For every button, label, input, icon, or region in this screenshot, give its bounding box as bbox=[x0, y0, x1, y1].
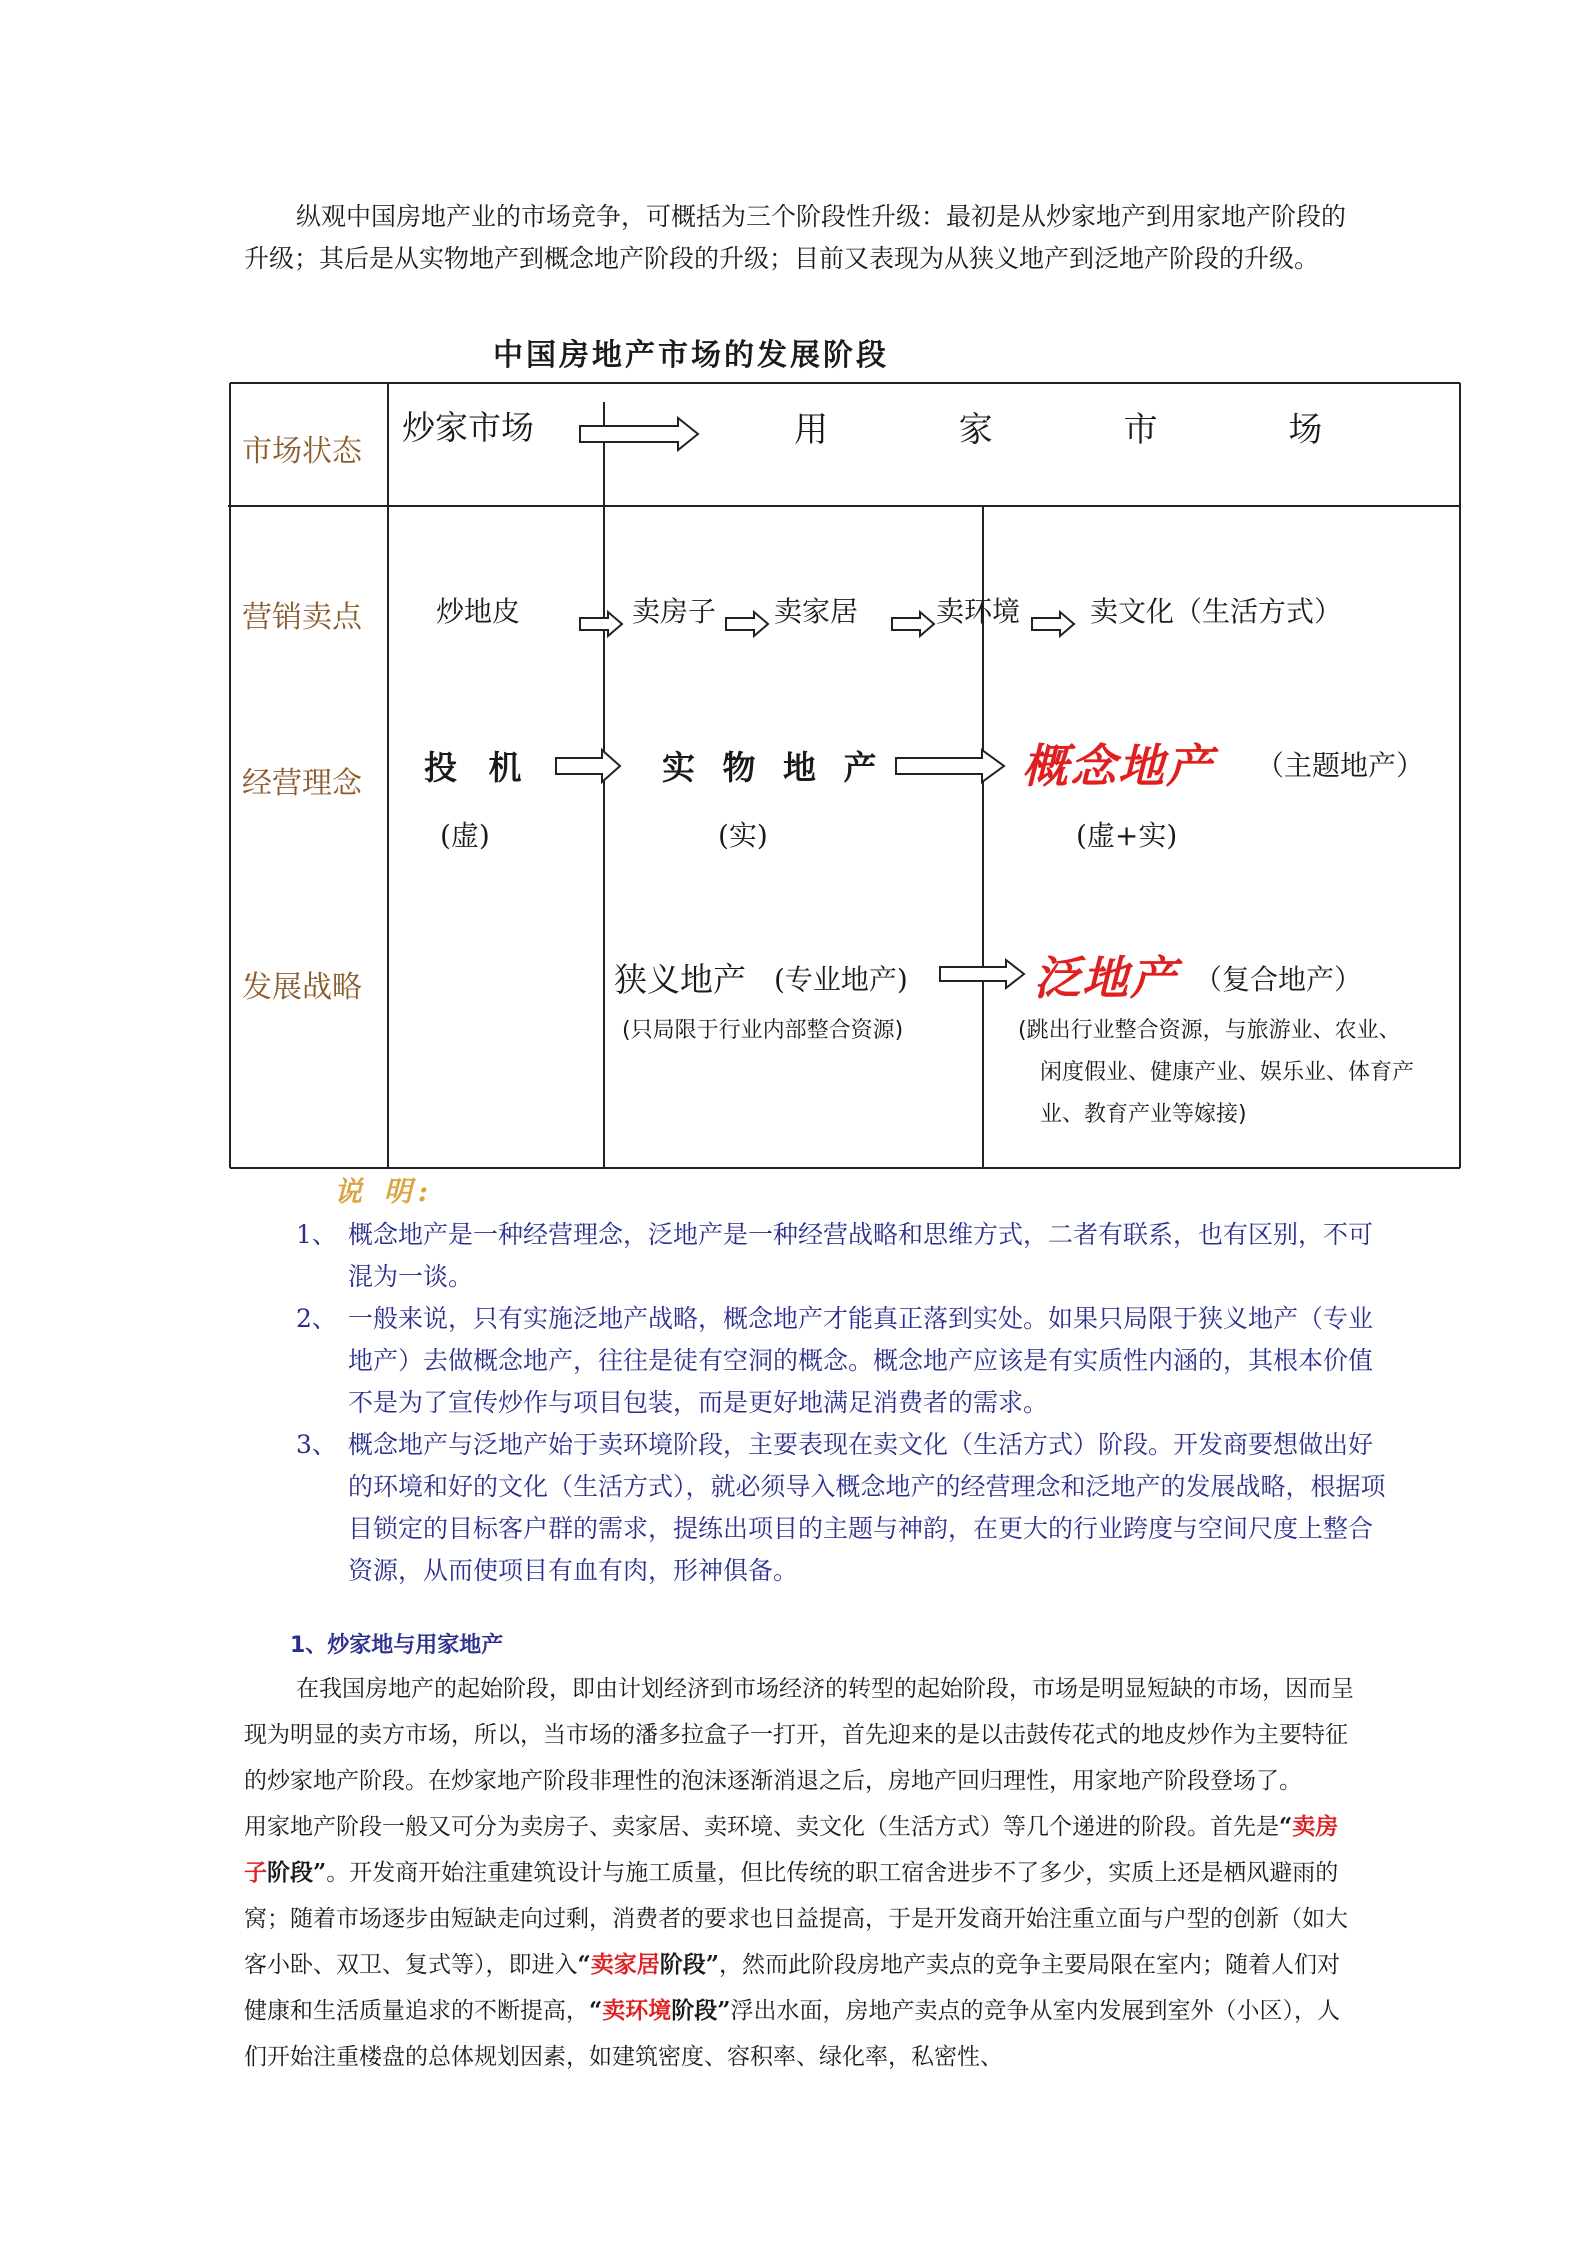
philosophy-concept-note: （主题地产） bbox=[1256, 749, 1425, 782]
philosophy-concept: 概念地产 bbox=[1022, 739, 1214, 793]
note-item bbox=[296, 1214, 1386, 1298]
philosophy-sub-virtual: (虚) bbox=[440, 819, 490, 852]
body-text-4: 浮出水面，房地产卖点的竞争从室内发展到室外（小区），人们开始注重楼盘的总体规划因素，如建筑密度、容积率、绿化率，私密性、 bbox=[244, 1998, 1340, 2070]
diagram-title: 中国房地产市场的发展阶段 bbox=[493, 338, 889, 373]
strategy-pan: 泛地产 bbox=[1034, 951, 1178, 1005]
strategy-narrow-desc: (只局限于行业内部整合资源) bbox=[622, 1018, 904, 1043]
philosophy-arrow-1 bbox=[556, 750, 620, 782]
selling-arrow-4 bbox=[1032, 612, 1074, 636]
highlight-sell-environment-red: 卖环境 bbox=[602, 1997, 672, 2024]
row-label-selling-points: 营销卖点 bbox=[242, 600, 362, 635]
highlight-sell-house-red: 卖房子 bbox=[244, 1813, 1339, 1886]
body-text-3: ，然而此阶段房地产卖点的竞争主要局限在室内；随着人们对健康和生活质量追求的不断提高， bbox=[244, 1952, 1340, 2024]
note-text: 概念地产与泛地产始于卖环境阶段，主要表现在卖文化（生活方式）阶段。开发商要想做出好的环境和好的文化（生活方式），就必须导入概念地产的经营理念和泛地产的发展战略，根据项目锁定的目标客户群的需求，提练出项目的主题与神韵，在更大的行业跨度与空间尺度上整合资源，从而使项目有血有肉，形神俱备。 bbox=[348, 1430, 1386, 1585]
development-stages-diagram bbox=[228, 382, 1462, 1170]
strategy-pan-note: （复合地产） bbox=[1194, 963, 1363, 996]
row-label-philosophy: 经营理念 bbox=[242, 766, 362, 801]
selling-point-house: 卖房子 bbox=[632, 595, 717, 628]
philosophy-sub-real: (实) bbox=[718, 819, 768, 852]
selling-arrow-3 bbox=[892, 612, 934, 636]
selling-point-home: 卖家居 bbox=[774, 595, 859, 628]
highlight-sell-environment: “卖环境阶段” bbox=[589, 1997, 731, 2024]
selling-point-land: 炒地皮 bbox=[436, 595, 521, 628]
highlight-sell-home-red: 卖家居 bbox=[590, 1951, 660, 1978]
philosophy-physical: 实 物 地 产 bbox=[662, 748, 885, 787]
selling-point-environment: 卖环境 bbox=[936, 595, 1021, 628]
strategy-narrow: 狭义地产 bbox=[614, 960, 746, 999]
row-label-strategy: 发展战略 bbox=[242, 970, 362, 1005]
body-text-1: 在我国房地产的起始阶段，即由计划经济到市场经济的转型的起始阶段，市场是明显短缺的市场，因而呈现为明显的卖方市场，所以，当市场的潘多拉盒子一打开，首先迎来的是以击鼓传花式的地皮炒作为主要特征的炒家地产阶段。在炒家地产阶段非理性的泡沫逐渐消退之后，房地产回归理性，用家地产阶段登场了。 用家地产阶段一般又可分为卖房子、卖家居、卖环境、卖文化（生活方式）等几个递进的阶段。首先是 bbox=[244, 1676, 1354, 1840]
intro-paragraph: 纵观中国房地产业的市场竞争，可概括为三个阶段性升级：最初是从炒家地产到用家地产阶段的升级；其后是从实物地产到概念地产阶段的升级；目前又表现为从狭义地产到泛地产阶段的升级。 bbox=[244, 202, 1347, 273]
philosophy-speculation: 投 机 bbox=[424, 748, 532, 787]
selling-arrow-2 bbox=[726, 612, 768, 636]
notes-list bbox=[296, 1214, 1386, 1592]
body-text-2: 。开发商开始注重建筑设计与施工质量，但比传统的职工宿舍进步不了多少，实质上还是栖风避雨的窝；随着市场逐步由短缺走向过剩，消费者的要求也日益提高，于是开发商开始注重立面与户型的创新（如大客小卧、双卫、复式等），即进入 bbox=[244, 1860, 1348, 1978]
note-number: 1、 bbox=[296, 1220, 337, 1249]
note-text: 概念地产是一种经营理念，泛地产是一种经营战略和思维方式，二者有联系，也有区别，不可混为一谈。 bbox=[348, 1220, 1374, 1291]
strategy-narrow-note: (专业地产) bbox=[774, 963, 908, 996]
highlight-sell-environment-rest: 阶段 bbox=[671, 1997, 718, 2024]
strategy-pan-desc-line-2: 闲度假业、健康产业、娱乐业、体育产 bbox=[1040, 1060, 1415, 1085]
market-arrow bbox=[580, 418, 698, 450]
market-user: 用 家 市 场 bbox=[794, 410, 1383, 450]
highlight-sell-home-rest: 阶段 bbox=[659, 1951, 706, 1978]
strategy-pan-desc-line-1: (跳出行业整合资源，与旅游业、农业、 bbox=[1018, 1018, 1401, 1043]
note-number: 3、 bbox=[296, 1430, 337, 1459]
highlight-sell-house: “卖房子阶段” bbox=[244, 1813, 1339, 1886]
note-text: 一般来说，只有实施泛地产战略，概念地产才能真正落到实处。如果只局限于狭义地产（专业地产）去做概念地产，往往是徒有空洞的概念。概念地产应该是有实质性内涵的，其根本价值不是为了宣传炒作与项目包装，而是更好地满足消费者的需求。 bbox=[348, 1304, 1374, 1417]
section-heading: 1、炒家地与用家地产 bbox=[290, 1633, 504, 1658]
section-body-paragraph bbox=[244, 1666, 1354, 2080]
note-number: 2、 bbox=[296, 1304, 337, 1333]
market-speculator: 炒家市场 bbox=[402, 408, 534, 447]
highlight-sell-home: “卖家居阶段” bbox=[577, 1951, 719, 1978]
highlight-sell-house-rest: 阶段 bbox=[267, 1859, 313, 1886]
notes-title: 说 明: bbox=[334, 1175, 435, 1208]
selling-point-culture: 卖文化（生活方式） bbox=[1090, 595, 1343, 628]
row-label-market-state: 市场状态 bbox=[242, 434, 362, 469]
selling-arrow-1 bbox=[580, 612, 622, 636]
philosophy-sub-both: (虚+实) bbox=[1076, 819, 1178, 852]
note-item bbox=[296, 1298, 1386, 1424]
philosophy-arrow-2 bbox=[896, 750, 1004, 782]
note-item bbox=[296, 1424, 1386, 1592]
strategy-pan-desc-line-3: 业、教育产业等嫁接) bbox=[1040, 1102, 1247, 1127]
